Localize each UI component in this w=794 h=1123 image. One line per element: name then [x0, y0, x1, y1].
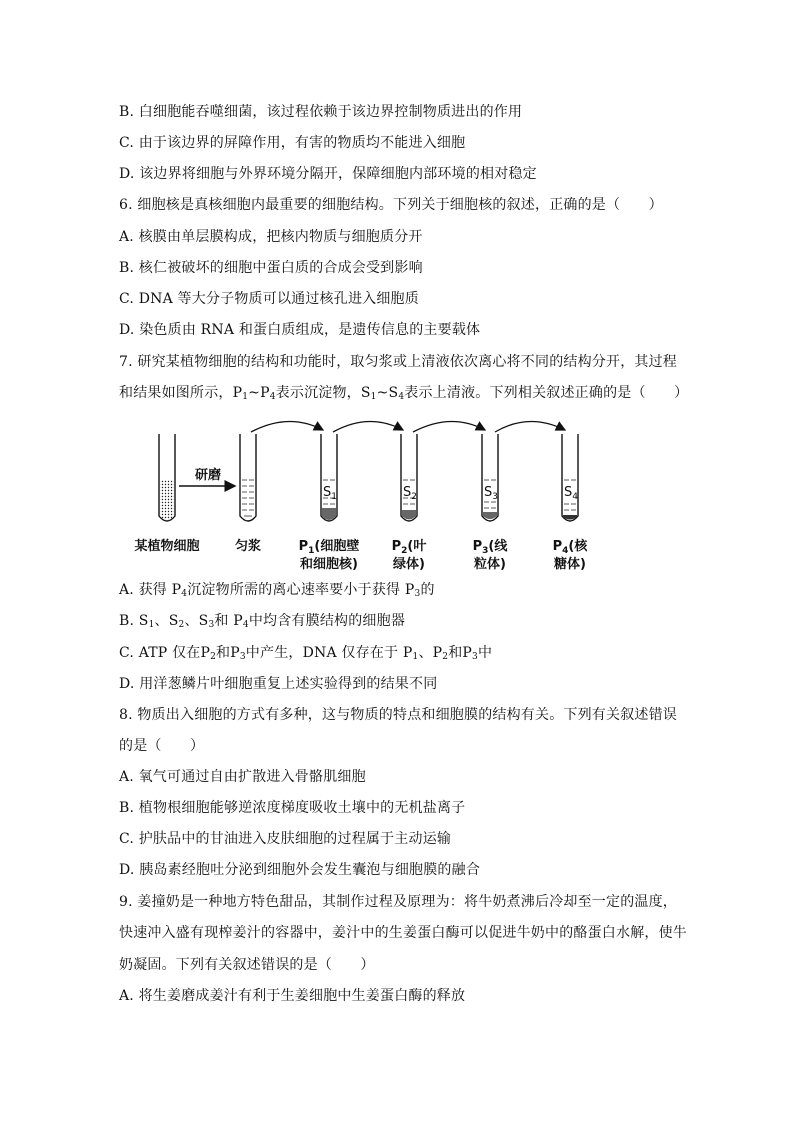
- line-option-b-q7: [119, 611, 405, 635]
- line-option-b-q8: B. 植物根细胞能够逆浓度梯度吸收土壤中的无机盐离子: [119, 800, 466, 816]
- line-option-d-q5: D. 该边界将细胞与外界环境分隔开，保障细胞内部环境的相对稳定: [119, 166, 537, 182]
- line-option-a-q6: A. 核膜由单层膜构成，把核内物质与细胞质分开: [119, 229, 423, 245]
- grind-label: 研磨: [195, 468, 222, 483]
- line-option-c-q8: C. 护肤品中的甘油进入皮肤细胞的过程属于主动运输: [119, 831, 452, 847]
- subscript: 2: [210, 652, 217, 662]
- text-run: ~P: [248, 385, 270, 401]
- subscript: 2: [178, 620, 185, 630]
- text-run: 表示沉淀物，S: [275, 385, 371, 401]
- text-run: C. ATP 仅在P: [119, 645, 211, 661]
- subscript: 4: [398, 392, 405, 402]
- subscript: 3: [414, 589, 421, 599]
- s1-subscript: 1: [331, 492, 337, 502]
- line-option-b-q6: B. 核仁被破坏的细胞中蛋白质的合成会受到影响: [119, 260, 423, 276]
- s3-subscript: 3: [492, 492, 498, 502]
- text-run: 表示上清液。下列相关叙述正确的是（ ）: [404, 385, 689, 401]
- svg-text:S4: [564, 485, 578, 502]
- line-option-a-q9: A. 将生姜磨成姜汁有利于生姜细胞中生姜蛋白酶的释放: [119, 988, 466, 1004]
- centrifugation-diagram: [119, 420, 619, 580]
- line-option-b-q5: B. 白细胞能吞噬细菌，该过程依赖于该边界控制物质进出的作用: [119, 104, 523, 120]
- label-plant-cells: 某植物细胞: [134, 539, 200, 554]
- line-option-a-q8: A. 氧气可通过自由扩散进入骨骼肌细胞: [119, 769, 366, 785]
- label-p1-line2: 和细胞核): [300, 557, 358, 572]
- subscript: 1: [370, 392, 377, 402]
- line-option-a-q7: [119, 580, 435, 604]
- text-run: 中产生，DNA 仅存在于 P: [245, 645, 413, 661]
- tube-homogenate: [240, 434, 256, 521]
- tube-p2: [401, 434, 417, 521]
- subscript: 3: [239, 652, 246, 662]
- svg-text:S1: [323, 485, 337, 502]
- label-p4-line1: $P_4$(核: [552, 539, 588, 556]
- s2-subscript: 2: [411, 492, 417, 502]
- subscript: 1: [242, 392, 249, 402]
- line-option-d-q7: D. 用洋葱鳞片叶细胞重复上述实验得到的结果不同: [119, 676, 438, 692]
- svg-text:S3: [484, 485, 498, 502]
- label-p4-line2: 糖体): [554, 557, 586, 572]
- label-p1-line1: $P_1$(细胞壁: [298, 539, 360, 556]
- line-option-d-q8: D. 胰岛素经胞吐分泌到细胞外会发生囊泡与细胞膜的融合: [119, 862, 481, 878]
- s1-label: S: [323, 485, 332, 500]
- subscript: 3: [208, 620, 215, 630]
- text-run: ~S: [376, 385, 399, 401]
- subscript: 4: [181, 589, 188, 599]
- text-run: 和P: [448, 645, 473, 661]
- text-run: 和结果如图所示，P: [119, 385, 243, 401]
- grind-arrow: [179, 467, 235, 486]
- subscript: 4: [242, 620, 249, 630]
- tube-plant-cells: [159, 434, 175, 521]
- s3-label: S: [484, 485, 493, 500]
- tube-p1: [321, 434, 337, 521]
- line-option-c-q5: C. 由于该边界的屏障作用，有害的物质均不能进入细胞: [119, 135, 466, 151]
- subscript: 1: [412, 652, 419, 662]
- text-run: 中: [477, 645, 493, 661]
- question-9-stem-line1: 9. 姜撞奶是一种地方特色甜品，其制作过程及原理为：将牛奶煮沸后冷却至一定的温度，: [119, 894, 678, 910]
- label-p3-line1: $P_3$(线: [472, 539, 508, 556]
- line-option-c-q6: C. DNA 等大分子物质可以通过核孔进入细胞质: [119, 291, 419, 307]
- question-7-stem-line2: [119, 383, 688, 407]
- tube-p4: [562, 434, 578, 521]
- text-run: 和 P: [214, 613, 243, 629]
- label-homogenate: 匀浆: [234, 539, 262, 554]
- subscript: 2: [442, 652, 449, 662]
- question-8-stem-line1: 8. 物质出入细胞的方式有多种，这与物质的特点和细胞膜的结构有关。下列有关叙述错误: [119, 707, 678, 723]
- subscript: 3: [472, 652, 478, 662]
- text-run: 、S: [154, 613, 179, 629]
- subscript: 1: [148, 620, 155, 630]
- text-run: 和P: [216, 645, 240, 661]
- question-8-stem-line2: 的是（ ）: [119, 738, 205, 754]
- label-p2-line1: $P_2$(叶: [391, 539, 427, 556]
- text-run: A. 获得 P: [119, 582, 182, 598]
- subscript: 4: [269, 392, 276, 402]
- line-option-d-q6: D. 染色质由 RNA 和蛋白质组成，是遗传信息的主要载体: [119, 322, 481, 338]
- s4-subscript: 4: [572, 492, 578, 502]
- question-6-stem: 6. 细胞核是真核细胞内最重要的细胞结构。下列关于细胞核的叙述，正确的是（ ）: [119, 197, 663, 213]
- s2-label: S: [403, 485, 412, 500]
- question-7-stem-line1: 7. 研究某植物细胞的结构和功能时，取匀浆或上清液依次离心将不同的结构分开，其过程: [119, 354, 678, 370]
- svg-text:S2: [403, 485, 417, 502]
- tube-p3: [482, 434, 498, 521]
- s4-label: S: [564, 485, 573, 500]
- question-9-stem-line2: 快速冲入盛有现榨姜汁的容器中，姜汁中的生姜蛋白酶可以促进牛奶中的酪蛋白水解，使牛: [119, 925, 687, 941]
- text-run: 、P: [418, 645, 443, 661]
- transfer-arcs: [251, 421, 565, 432]
- line-option-c-q7: [119, 643, 492, 667]
- text-run: 沉淀物所需的离心速率要小于获得 P: [187, 582, 415, 598]
- label-p3-line2: 粒体): [474, 557, 506, 572]
- text-run: 、S: [184, 613, 209, 629]
- text-run: B. S: [119, 613, 149, 629]
- text-run: 中均含有膜结构的细胞器: [248, 613, 406, 629]
- text-run: 的: [420, 582, 435, 598]
- label-p2-line2: 绿体): [393, 557, 425, 572]
- question-9-stem-line3: 奶凝固。下列有关叙述错误的是（ ）: [119, 957, 375, 973]
